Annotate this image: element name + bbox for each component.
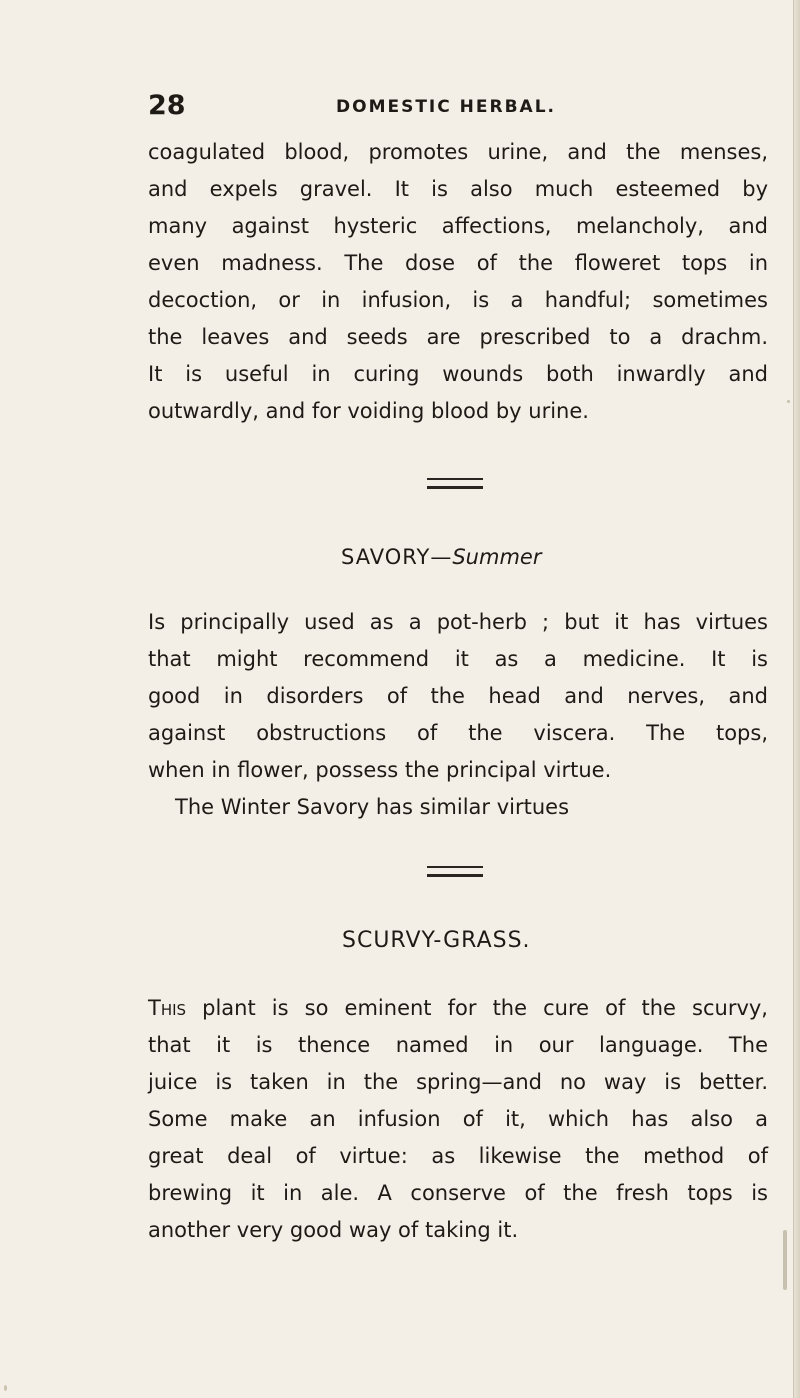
savory-paragraph — [148, 604, 768, 789]
text-line: It is useful in curing wounds both inwardly and — [148, 362, 768, 386]
text-line: outwardly, and for voiding blood by urine. — [148, 399, 589, 423]
text-line: even madness. The dose of the floweret tops in — [148, 251, 768, 275]
text-line: and expels gravel. It is also much esteemed by — [148, 177, 768, 201]
text-line: brewing it in ale. A conserve of the fresh tops is — [148, 1181, 768, 1205]
page-edge-line — [793, 0, 794, 1398]
running-title: DOMESTIC HERBAL. — [336, 97, 556, 117]
text-line: great deal of virtue: as likewise the method of — [148, 1144, 768, 1168]
savory-heading-italic: Summer — [452, 545, 542, 569]
winter-savory-note — [175, 789, 768, 826]
text-line: many against hysteric affections, melancholy, and — [148, 214, 768, 238]
text-line: when in flower, possess the principal virtue. — [148, 758, 612, 782]
paper-speck — [4, 1385, 7, 1391]
drop-word: This — [148, 996, 187, 1020]
section-divider — [427, 874, 483, 877]
savory-heading — [341, 545, 541, 569]
paper-speck — [787, 400, 790, 403]
text-line: Is principally used as a pot-herb ; but it has virtues — [148, 610, 768, 634]
text-line: that might recommend it as a medicine. It is — [148, 647, 768, 671]
first-line-rest: plant is so eminent for the cure of the scurvy, — [186, 996, 768, 1020]
text-line: another very good way of taking it. — [148, 1218, 519, 1242]
text-line: good in disorders of the head and nerves, and — [148, 684, 768, 708]
scurvy-grass-paragraph — [148, 990, 768, 1249]
section-divider — [427, 478, 483, 480]
text-line — [148, 990, 768, 1027]
section-divider — [427, 486, 483, 489]
section-divider — [427, 866, 483, 868]
text-line: Some make an infusion of it, which has also a — [148, 1107, 768, 1131]
text-line: decoction, or in infusion, is a handful; sometimes — [148, 288, 768, 312]
page-edge — [794, 0, 800, 1398]
paper-speck — [783, 1230, 787, 1290]
text-line: that it is thence named in our language. The — [148, 1033, 768, 1057]
intro-paragraph — [148, 134, 768, 430]
savory-heading-main: SAVORY— — [341, 545, 453, 569]
text-line: the leaves and seeds are prescribed to a drachm. — [148, 325, 768, 349]
text-line: coagulated blood, promotes urine, and the menses, — [148, 140, 768, 164]
page-number: 28 — [148, 90, 186, 121]
text-line: The Winter Savory has similar virtues — [175, 795, 570, 819]
scurvy-grass-heading: SCURVY-GRASS. — [342, 928, 531, 953]
text-line: juice is taken in the spring—and no way is better. — [148, 1070, 768, 1094]
text-line: against obstructions of the viscera. The tops, — [148, 721, 768, 745]
